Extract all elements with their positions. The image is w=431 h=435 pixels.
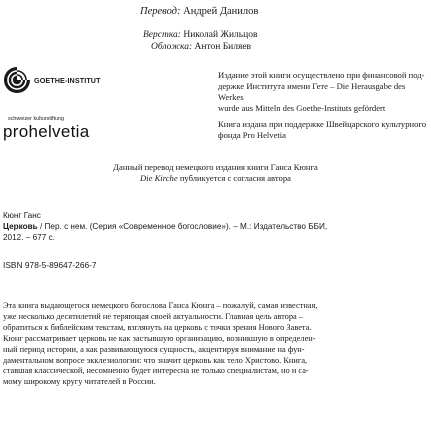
translation-note (0, 162, 431, 184)
abstract-line-7: ставшая классической, несомненно будет интересна не только специалистам, но и са- (3, 366, 309, 376)
cover-role: Обложка: (151, 42, 193, 52)
abstract-line-1: Эта книга выдающегося немецкого богослова Ганса Кюнга – пожалуй, самая известная, (3, 301, 318, 310)
prohelvetia-tagline: schweizer kulturstiftung (8, 116, 65, 122)
original-book-title: Die Kirche (140, 173, 178, 183)
prohelvetia-line-1: Книга издана при поддержке Швейцарского культурного (218, 119, 427, 129)
isbn: ISBN 978-5-89647-266-7 (3, 260, 97, 270)
translator-name: Андрей Данилов (183, 6, 259, 17)
goethe-line-3: wurde aus Mitteln des Goethe-Instituts gefördert (218, 103, 386, 113)
translator-role: Перевод: (140, 6, 181, 17)
biblio-title: Церковь (3, 222, 38, 231)
cover-name: Антон Биляев (194, 42, 252, 52)
biblio-line-3: 2012. – 677 с. (3, 233, 55, 242)
abstract-line-3: обратиться к библейским текстам, взглянуть на церковь с точки зрения Нового Завета. (3, 322, 312, 332)
prohelvetia-logo-text: prohelvetia (3, 122, 90, 141)
translation-note-line-1: Данный перевод немецкого издания книги Ганса Кюнга (113, 162, 318, 172)
abstract (3, 301, 421, 388)
abstract-line-4: Кюнг рассматривает церковь не как застывшую организацию, возникшую в определен- (3, 333, 316, 343)
abstract-line-2: уже несколько десятилетий не теряющая своей актуальности. Главная цель автора – (3, 311, 304, 321)
translation-note-line-2-rest: публикуется с согласия автора (179, 173, 291, 183)
layout-name: Николай Жильцов (183, 30, 258, 40)
bibliographic-record (3, 210, 428, 243)
layout-credit (143, 30, 257, 40)
goethe-line-1: Издание этой книги осуществлено при финансовой под- (218, 70, 425, 80)
goethe-logo-text: GOETHE-INSTITUT (34, 75, 101, 85)
layout-role: Верстка: (143, 30, 181, 40)
goethe-line-2: держке Института имени Гете – Die Herausgabe des Werkes (218, 81, 406, 102)
abstract-line-8: мому широкому кругу читателей в России. (3, 377, 156, 387)
biblio-author: Кюнг Ганс (3, 211, 41, 220)
translator-credit (140, 6, 258, 17)
cover-credit (151, 42, 251, 52)
biblio-line-2-rest: / Пер. с нем. (Серия «Современное богословие»). – М.: Издательство ББИ, (37, 222, 328, 231)
abstract-line-6: даментальном вопросе экклезиологии: что значит церковь как тело Христово. Книга, (3, 355, 308, 365)
goethe-emblem-icon (3, 66, 31, 94)
biblio-line-2 (3, 221, 428, 232)
goethe-institut-logo (3, 66, 101, 94)
abstract-line-5: ный период истории, а как развивающуюся сущность, акцентируя внимание на фун- (3, 344, 305, 354)
translation-note-line-2 (0, 173, 431, 184)
prohelvetia-line-2: фонда Pro Helvetia (218, 130, 286, 140)
prohelvetia-sponsor-note (218, 119, 426, 141)
goethe-sponsor-note (218, 70, 426, 114)
